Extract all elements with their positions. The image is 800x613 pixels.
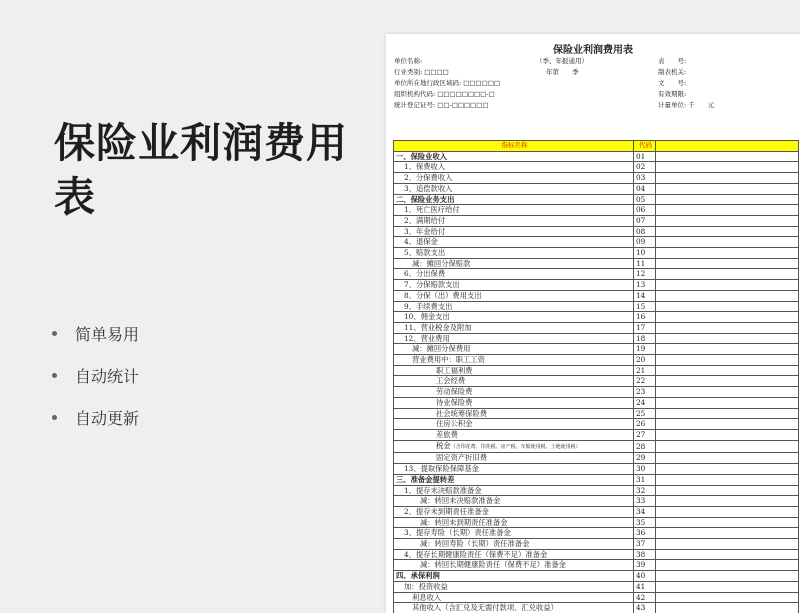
row-value (656, 258, 799, 269)
feature-list (52, 312, 139, 438)
row-code: 39 (634, 560, 656, 571)
table-row (394, 581, 799, 592)
row-value (656, 301, 799, 312)
row-code: 06 (634, 205, 656, 216)
meta-unit: 计量单位: 千 元 (658, 101, 715, 109)
feature-item (52, 354, 139, 396)
row-code: 34 (634, 506, 656, 517)
row-name-text: 利息收入 (412, 592, 442, 602)
row-name (394, 183, 634, 194)
row-name (394, 603, 634, 613)
row-name-text: 二、保险业务支出 (396, 194, 455, 204)
row-name-text: 一、保险业收入 (396, 151, 448, 161)
table-row (394, 485, 799, 496)
row-code: 05 (634, 194, 656, 205)
row-name-text: 加：投资收益 (404, 581, 448, 591)
row-name-text: 11、营业税金及附加 (404, 322, 472, 332)
bullet-dot-icon (52, 373, 57, 378)
row-value (656, 215, 799, 226)
table-header-row (394, 141, 799, 152)
row-value (656, 151, 799, 162)
row-code: 42 (634, 592, 656, 603)
row-name-text: 营业费用中：职工工资 (412, 355, 485, 365)
row-name (394, 539, 634, 550)
row-name (394, 194, 634, 205)
table-row (394, 151, 799, 162)
row-value (656, 173, 799, 184)
row-code: 15 (634, 301, 656, 312)
row-name (394, 312, 634, 323)
row-name-text: 税金 (436, 440, 451, 450)
row-value (656, 496, 799, 507)
row-name-text: 13、提取保险保障基金 (404, 464, 479, 474)
row-name-text: 差旅费 (436, 429, 458, 439)
row-code: 28 (634, 440, 656, 453)
row-code: 32 (634, 485, 656, 496)
bullet-dot-icon (52, 331, 57, 336)
table-row (394, 344, 799, 355)
row-name (394, 571, 634, 582)
table-row (394, 290, 799, 301)
row-name (394, 387, 634, 398)
row-code: 35 (634, 517, 656, 528)
table-row (394, 226, 799, 237)
table-row (394, 539, 799, 550)
table-row (394, 215, 799, 226)
row-name (394, 453, 634, 464)
row-code: 41 (634, 581, 656, 592)
row-value (656, 355, 799, 366)
table-row (394, 248, 799, 259)
header-code: 代码 (634, 141, 656, 152)
feature-item (52, 396, 139, 438)
row-name (394, 376, 634, 387)
row-code: 02 (634, 162, 656, 173)
bullet-dot-icon (52, 415, 57, 420)
row-value (656, 571, 799, 582)
row-name (394, 506, 634, 517)
row-code: 11 (634, 258, 656, 269)
row-code: 09 (634, 237, 656, 248)
sheet-title: 保险业利润费用表 (553, 45, 633, 56)
row-code: 27 (634, 429, 656, 440)
row-name (394, 344, 634, 355)
row-name-text: 4、提存长期健康险责任（保费不足）准备金 (404, 549, 548, 559)
row-value (656, 290, 799, 301)
row-code: 25 (634, 408, 656, 419)
row-code: 20 (634, 355, 656, 366)
row-code: 04 (634, 183, 656, 194)
row-name (394, 474, 634, 485)
row-code: 10 (634, 248, 656, 259)
row-code: 38 (634, 549, 656, 560)
meta-form-no: 表 号: (658, 57, 687, 65)
spreadsheet-preview (386, 34, 800, 613)
row-name (394, 237, 634, 248)
table-row (394, 464, 799, 475)
row-name-text: 住房公积金 (436, 419, 473, 429)
meta-doc-no: 文 号: (658, 79, 687, 87)
row-value (656, 517, 799, 528)
row-value (656, 397, 799, 408)
meta-region-code: 单位所在地行政区域码: □□□□□□ (394, 79, 501, 87)
row-name (394, 333, 634, 344)
meta-quarter: 年第 季 (546, 68, 579, 76)
meta-authority: 制表机关: (658, 68, 687, 76)
table-row (394, 280, 799, 291)
table-row (394, 453, 799, 464)
table-row (394, 301, 799, 312)
row-name (394, 322, 634, 333)
row-value (656, 408, 799, 419)
row-name-text: 社会统筹保险费 (436, 408, 488, 418)
row-value (656, 365, 799, 376)
row-name (394, 496, 634, 507)
row-name (394, 440, 634, 453)
table-row (394, 408, 799, 419)
row-code: 07 (634, 215, 656, 226)
row-value (656, 183, 799, 194)
table-row (394, 258, 799, 269)
row-name (394, 258, 634, 269)
row-code: 17 (634, 322, 656, 333)
row-code: 33 (634, 496, 656, 507)
row-name-text: 减：转回未到期责任准备金 (420, 517, 508, 527)
row-code: 08 (634, 226, 656, 237)
row-name-text: 劳动保险费 (436, 387, 473, 397)
row-name (394, 560, 634, 571)
table-row (394, 517, 799, 528)
row-value (656, 376, 799, 387)
row-name (394, 215, 634, 226)
row-code: 16 (634, 312, 656, 323)
row-name-text: 3、提存寿险（长期）责任准备金 (404, 528, 511, 538)
row-value (656, 205, 799, 216)
row-value (656, 453, 799, 464)
feature-label: 简单易用 (75, 324, 140, 344)
table-row (394, 429, 799, 440)
table-row (394, 365, 799, 376)
table-row (394, 162, 799, 173)
row-name (394, 355, 634, 366)
row-value (656, 387, 799, 398)
row-name-text: 四、承保利润 (396, 571, 440, 581)
row-code: 01 (634, 151, 656, 162)
table-row (394, 549, 799, 560)
row-code: 13 (634, 280, 656, 291)
row-name-text: 2、满期给付 (404, 215, 446, 225)
row-name (394, 269, 634, 280)
row-name-text: 减：转回寿险（长期）责任准备金 (420, 539, 530, 549)
row-name-text: 2、分保费收入 (404, 173, 453, 183)
row-name (394, 151, 634, 162)
row-name (394, 301, 634, 312)
row-name (394, 549, 634, 560)
table-row (394, 173, 799, 184)
table-row (394, 496, 799, 507)
table-row (394, 440, 799, 453)
row-name (394, 290, 634, 301)
table-row (394, 506, 799, 517)
row-code: 21 (634, 365, 656, 376)
row-code: 24 (634, 397, 656, 408)
row-value (656, 528, 799, 539)
table-row (394, 312, 799, 323)
meta-industry: 行业类别: □□□□ (394, 68, 449, 76)
row-name-text: 1、死亡医疗给付 (404, 205, 460, 215)
row-code: 12 (634, 269, 656, 280)
income-table (393, 140, 799, 613)
header-value (656, 141, 799, 152)
row-value (656, 226, 799, 237)
table-row (394, 205, 799, 216)
meta-org-code: 组织机构代码: □□□□□□□□-□ (394, 90, 495, 98)
row-name-text: 其他收入（含汇兑及无需付款项、汇兑收益） (412, 603, 558, 613)
row-name-text: 减：摊回分保赔款 (412, 258, 471, 268)
feature-label: 自动更新 (75, 408, 140, 428)
row-value (656, 248, 799, 259)
row-name (394, 280, 634, 291)
row-name-text: 工会经费 (436, 376, 466, 386)
row-value (656, 485, 799, 496)
table-row (394, 419, 799, 430)
row-name-text: 1、保费收入 (404, 162, 446, 172)
row-value (656, 194, 799, 205)
row-name (394, 408, 634, 419)
row-code: 03 (634, 173, 656, 184)
row-name-text: 职工福利费 (436, 365, 473, 375)
row-name-text: 减：摊回分保费用 (412, 344, 471, 354)
row-name (394, 365, 634, 376)
row-value (656, 344, 799, 355)
row-value (656, 474, 799, 485)
row-value (656, 539, 799, 550)
row-value (656, 333, 799, 344)
table-row (394, 528, 799, 539)
row-name (394, 419, 634, 430)
row-value (656, 581, 799, 592)
table-row (394, 592, 799, 603)
row-value (656, 440, 799, 453)
meta-unit-name: 单位名称: (394, 57, 423, 65)
table-row (394, 571, 799, 582)
row-note: （含印花费、印花税、房产税、车船使用税、土地使用税） (450, 443, 581, 450)
row-name (394, 528, 634, 539)
row-name (394, 248, 634, 259)
row-name-text: 12、营业费用 (404, 333, 450, 343)
row-name-text: 6、分出保费 (404, 269, 446, 279)
row-value (656, 592, 799, 603)
row-value (656, 506, 799, 517)
table-row (394, 237, 799, 248)
table-row (394, 322, 799, 333)
row-name (394, 205, 634, 216)
row-value (656, 322, 799, 333)
meta-validity: 有效期限: (658, 90, 687, 98)
row-name (394, 226, 634, 237)
table-row (394, 355, 799, 366)
feature-item (52, 312, 139, 354)
row-code: 18 (634, 333, 656, 344)
row-name-text: 1、提存未决赔款准备金 (404, 485, 482, 495)
row-value (656, 419, 799, 430)
row-value (656, 269, 799, 280)
row-code: 36 (634, 528, 656, 539)
row-code: 40 (634, 571, 656, 582)
row-name (394, 173, 634, 184)
row-name (394, 464, 634, 475)
row-value (656, 560, 799, 571)
row-name-text: 3、追偿款收入 (404, 183, 453, 193)
table-row (394, 603, 799, 613)
row-name-text: 待业保险费 (436, 397, 473, 407)
row-name (394, 581, 634, 592)
header-name: 指标名称 (394, 141, 634, 152)
row-code: 43 (634, 603, 656, 613)
row-code: 31 (634, 474, 656, 485)
table-row (394, 194, 799, 205)
row-code: 26 (634, 419, 656, 430)
row-code: 37 (634, 539, 656, 550)
row-name-text: 三、准备金提转差 (396, 474, 455, 484)
row-code: 29 (634, 453, 656, 464)
row-name-text: 减：转回未决赔款准备金 (420, 496, 501, 506)
row-name-text: 9、手续费支出 (404, 301, 453, 311)
row-value (656, 237, 799, 248)
row-value (656, 429, 799, 440)
table-row (394, 397, 799, 408)
row-code: 22 (634, 376, 656, 387)
row-code: 19 (634, 344, 656, 355)
row-name-text: 7、分保赔款支出 (404, 280, 460, 290)
table-row (394, 183, 799, 194)
row-value (656, 549, 799, 560)
meta-report-period: （季、年报通用） (536, 57, 588, 65)
row-name (394, 485, 634, 496)
table-row (394, 376, 799, 387)
row-name (394, 429, 634, 440)
row-code: 14 (634, 290, 656, 301)
row-value (656, 280, 799, 291)
table-row (394, 333, 799, 344)
feature-label: 自动统计 (75, 366, 140, 386)
row-value (656, 603, 799, 613)
row-code: 23 (634, 387, 656, 398)
row-name-text: 5、赔款支出 (404, 248, 446, 258)
slide-title: 保险业利润费用表 (54, 119, 348, 221)
row-name-text: 2、提存未到期责任准备金 (404, 506, 489, 516)
row-value (656, 464, 799, 475)
row-name (394, 517, 634, 528)
row-name (394, 592, 634, 603)
row-name-text: 减：转回长期健康险责任（保费不足）准备金 (420, 560, 566, 570)
row-name-text: 3、年金给付 (404, 226, 446, 236)
row-name (394, 162, 634, 173)
row-name (394, 397, 634, 408)
row-name-text: 10、佣金支出 (404, 312, 450, 322)
row-name-text: 固定资产折旧费 (436, 453, 488, 463)
row-name-text: 4、退保金 (404, 237, 438, 247)
row-value (656, 312, 799, 323)
row-value (656, 162, 799, 173)
meta-stat-reg: 统计登记证号: □□-□□□□□□ (394, 101, 489, 109)
table-row (394, 269, 799, 280)
row-name-text: 8、分保（出）费用支出 (404, 290, 482, 300)
table-row (394, 474, 799, 485)
row-code: 30 (634, 464, 656, 475)
table-row (394, 560, 799, 571)
table-row (394, 387, 799, 398)
